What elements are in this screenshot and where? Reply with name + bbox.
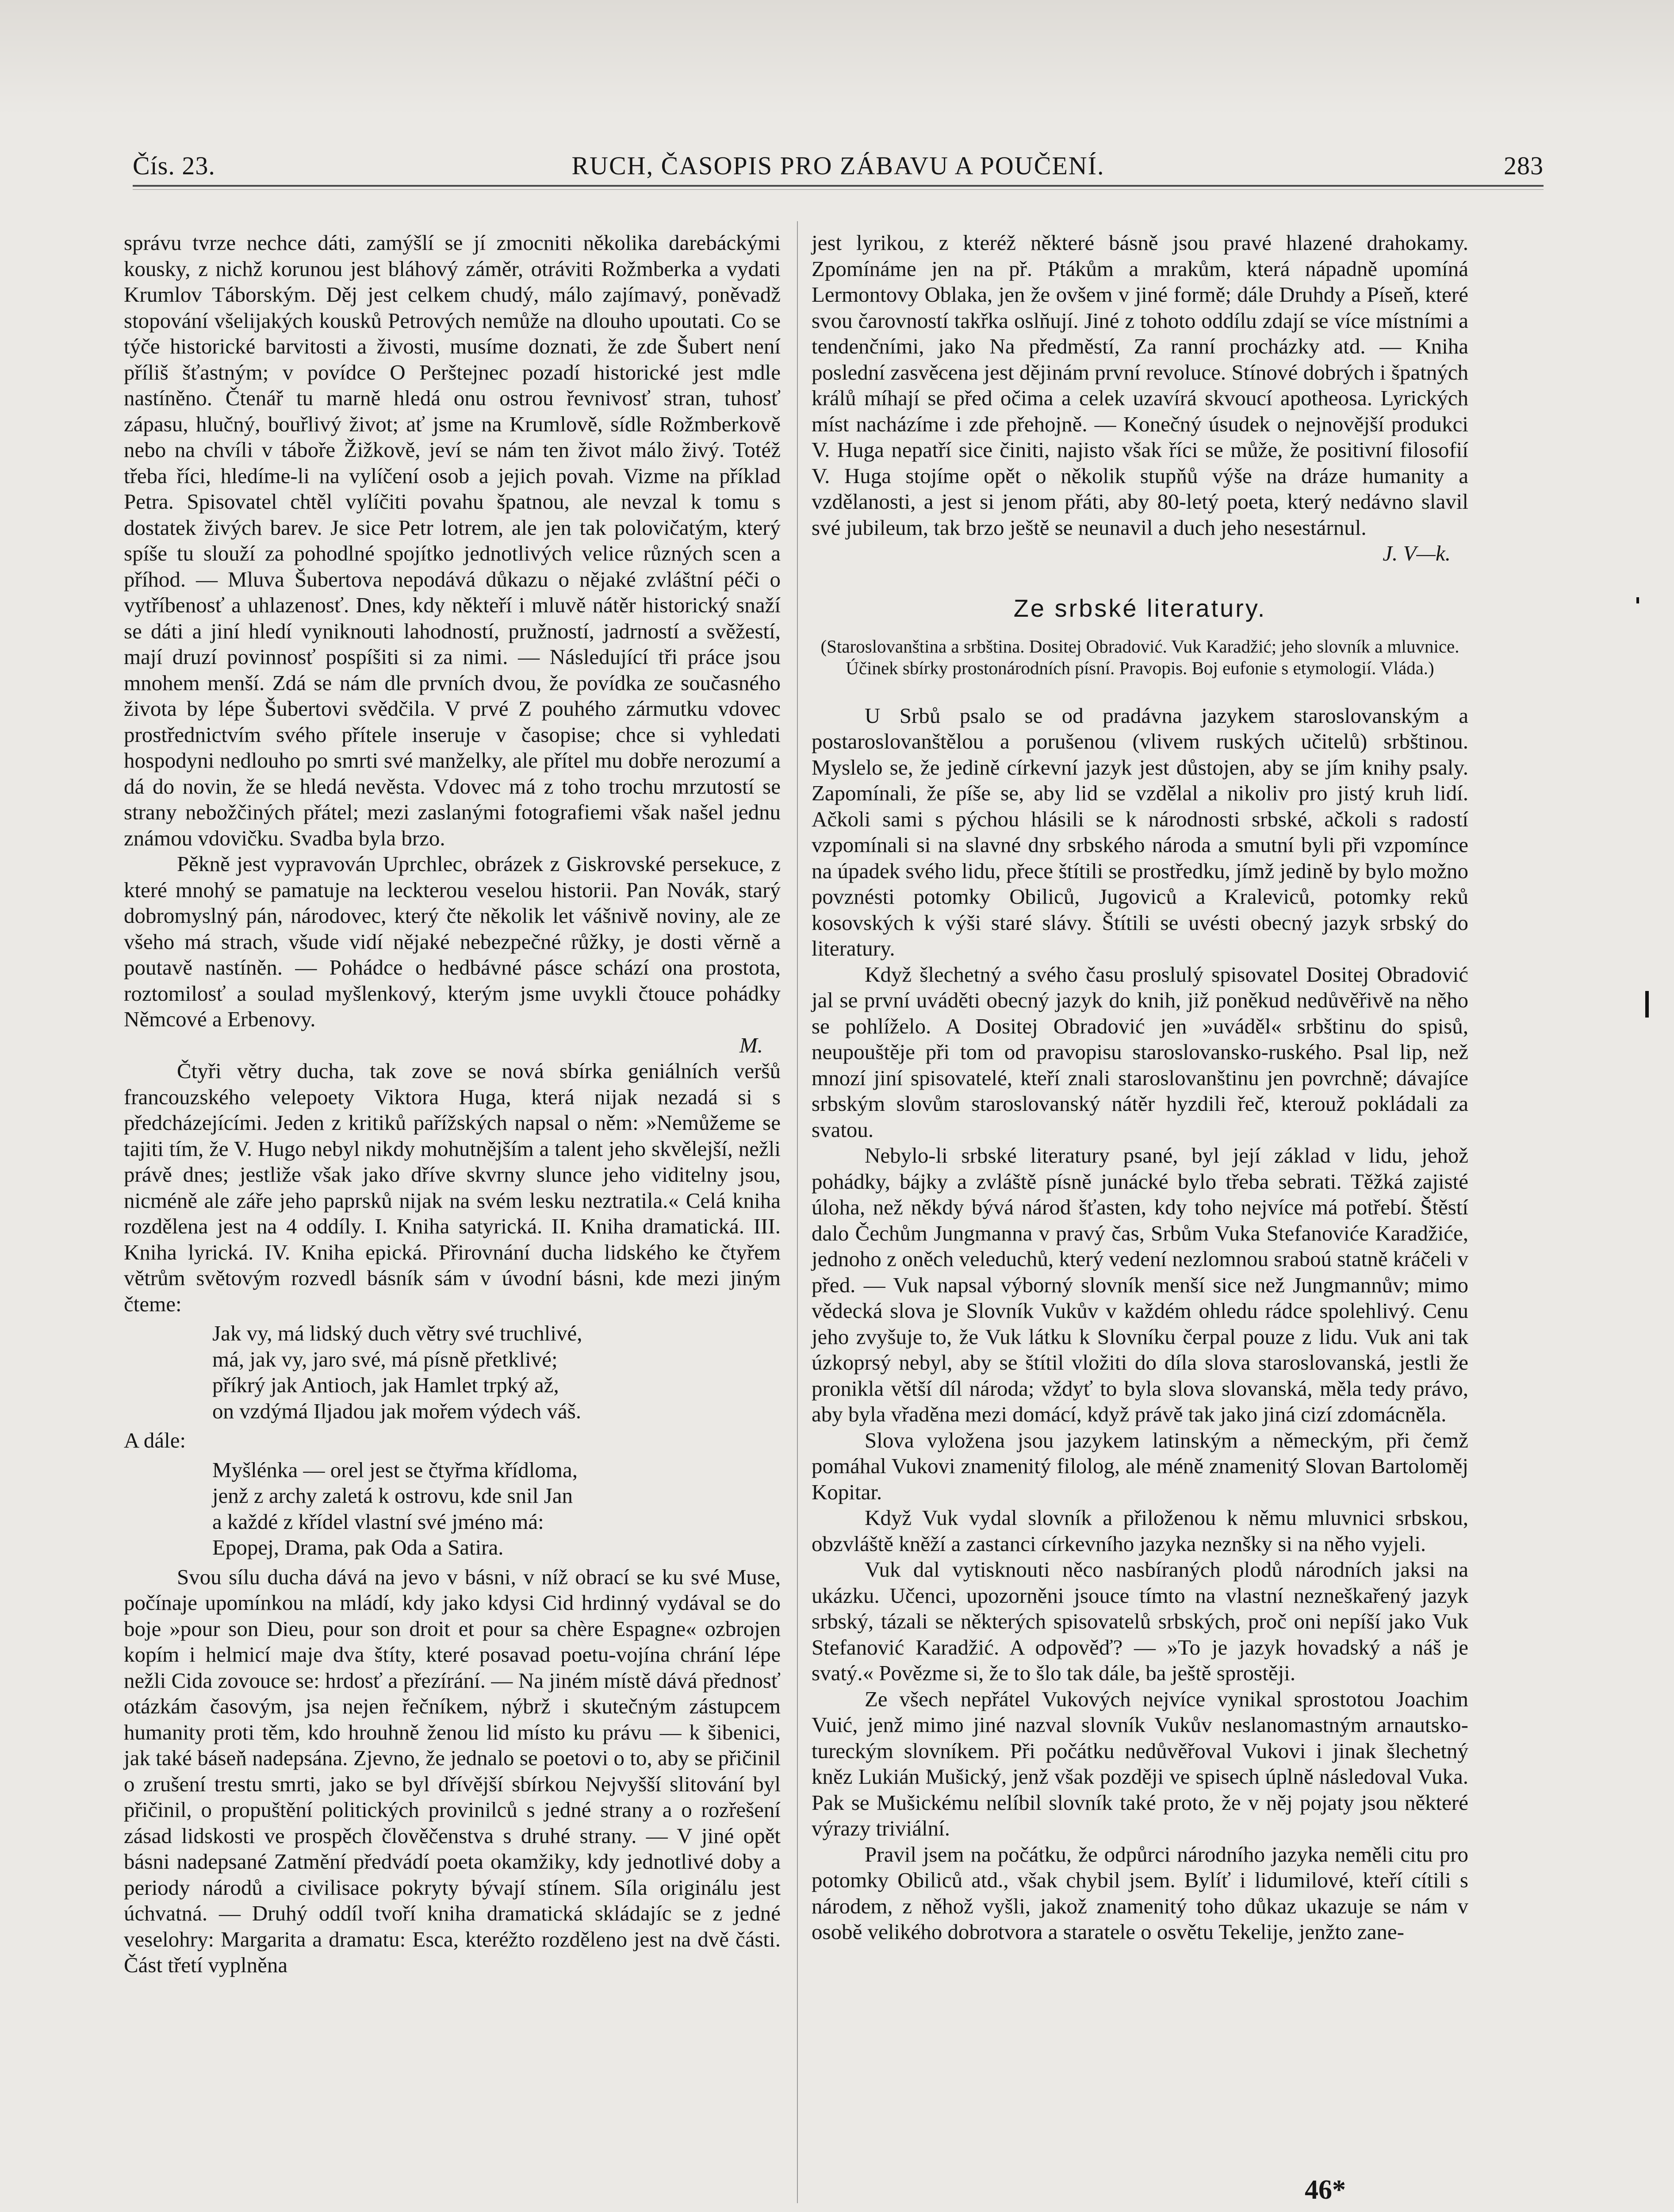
header-rule <box>133 185 1544 187</box>
poem-line: příkrý jak Antioch, jak Hamlet trpký až, <box>212 1373 559 1397</box>
review-hugo-intro: Čtyři větry ducha, tak zove se nová sbírka geniálních veršů francouzského velepoety Viktora Huga, která nijak nezadá si s předcházejícími. Jeden z kritiků pařížských napsal o něm: »Nemůžeme se tajiti tím, že V. Hugo nebyl nikdy mohutnějším a talent jeho skvělejší, nežli právě dnes; jestliže však jako dříve skvrny slunce jeho viditelny jsou, nicméně ale záře jeho paprsků nijak na svém lesku neztratila.« Celá kniha rozdělena jest na 4 oddíly. I. Kniha satyrická. II. Kniha dramatická. III. Kniha lyrická. IV. Kniha epická. Přirovnání ducha lidského ke čtyřem větrům světovým rozvedl básník sám v úvodní básni, kde mezi jiným čteme: <box>124 1059 781 1316</box>
review-uprchlec-paragraph <box>124 851 781 1058</box>
left-column <box>124 230 781 1978</box>
poem-line: jenž z archy zaletá k ostrovu, kde snil Jan <box>212 1483 573 1508</box>
poem-line: Epopej, Drama, pak Oda a Satira. <box>212 1535 504 1559</box>
serbian-paragraph: Když šlechetný a svého času proslulý spisovatel Dositej Obradović jal se první uváděti obecný jazyk do knih, již poněkud nedůvěřivě na něho se pohlíželo. A Dositej Obradović jen »uváděl« srbštinu do spisů, neupouštěje při tom od pravopisu staroslovansko-ruského. Psal lip, než mnozí jiní spisovatelé, kteří znali staroslovanštinu jen povrchně; dávajíce srbským slovům staroslovanský nátěr hyzdili řeč, kterouž pokládali za svatou. <box>812 962 1468 1142</box>
scan-speck <box>1645 991 1649 1018</box>
serbian-paragraph: Slova vyložena jsou jazykem latinským a německým, při čemž pomáhal Vukovi znamenitý filolog, ale méně znamenitý Slovan Bartoloměj Kopitar. <box>812 1428 1468 1504</box>
poem-line: on vzdýmá Iljadou jak mořem výdech váš. <box>212 1398 582 1423</box>
poem-quote-2 <box>212 1457 781 1561</box>
review-signature-m: M. <box>739 1033 763 1057</box>
right-column <box>812 230 1468 1945</box>
review-signature-jvk: J. V—k. <box>1383 541 1451 565</box>
page-number: 283 <box>1504 151 1544 180</box>
review-hugo-body: Svou sílu ducha dává na jevo v básni, v níž obrací se ku své Muse, počínaje upomínkou na mládí, kdy jako kdysi Cid hrdinný vydával se do boje »pour son Dieu, pour son droit et pour sa chère Espagne« ozbrojen kopím i helmicí maje dva štíty, které posavad poetu-vojína chrání lépe nežli Cida zovouce se: hrdosť a přezírání. — Na jiném místě dává přednosť otázkám časovým, jsa nejen řečníkem, nýbrž i skutečným zástupcem humanity proti těm, kdo hrouhně ženou lid místo ku právu — k šibenici, jak také báseň nadepsána. Zjevno, že jednalo se poetovi o to, aby se přičinil o zrušení trestu smrti, jako se byl dřívější sbírkou Nejvyšší slitování byl přičinil, o propuštění politických provinilců s jedné strany a o rozřešení zásad lidskosti ve prospěch člověčenstva s druhé strany. — V jiné opět básni nadepsané Zatmění předvádí poeta okamžiky, kdy jednotlivé doby a periody národů a civilisace pokryty bývají stínem. Síla originálu jest úchvatná. — Druhý oddíl tvoří kniha dramatická skládajíc se z jedné veselohry: Margarita a dramatu: Esca, kteréžto rozděleno jest na dvě části. Část třetí vyplněna <box>124 1564 781 1977</box>
issue-number: Čís. 23. <box>133 151 215 180</box>
section-subtitle: (Staroslovanština a srbština. Dositej Obradović. Vuk Karadžić; jeho slovník a mluvnice. Účinek sbírky prostonárodních písní. Pravopis. Boj eufonie s etymologií. Vláda.) <box>820 636 1459 678</box>
review-hugo-continued <box>812 230 1468 567</box>
signature-mark: 46* <box>1305 2175 1346 2205</box>
serbian-paragraph: Nebylo-li srbské literatury psané, byl její základ v lidu, jehož pohádky, bájky a zvláště písně junácké bylo třeba sebrati. Těžká zajisté úloha, než někdy bývá národ šťasten, kdy toho nejvíce má potřebí. Štěstí dalo Čechům Jungmanna v pravý čas, Srbům Vuka Stefanoviće Karadžiće, jednoho z oněch veleduchů, který vedení nezlomnou sraboú statně kráčeli v před. — Vuk napsal výborný slovník menší sice než Jungmannův; mimo vědecká slova je Slovník Vukův v každém ohledu rádce spolehlivý. Cenu jeho zvyšuje to, že Vuk látku k Slovníku čerpal pouze z lidu. Vuk ani tak úzkoprsý nebyl, aby se štítil vložiti do díla slova staroslovanská, jestli že pronikla větší díl národa; vždyť to byla slova slovanská, měla tedy právo, aby byla vřaděna mezi domácí, když právě tak jako jiná cizí zdomácněla. <box>812 1143 1468 1426</box>
serbian-paragraph: Ze všech nepřátel Vukových nejvíce vynikal sprostotou Joachim Vuić, jenž mimo jiné nazval slovník Vukův neslanomastným arnautsko-tureckým slovníkem. Při počátku nedůvěřoval Vukovi i jinak šlechetný kněz Lukián Mušický, jenž však později ve spisech úplně následoval Vuka. Pak se Mušickému nelíbil slovník také proto, že v něj pojaty jsou některé výrazy triviální. <box>812 1686 1468 1840</box>
poem-line: Myšlénka — orel jest se čtyřma křídloma, <box>212 1457 578 1482</box>
poem-line: má, jak vy, jaro své, má písně přetklivé; <box>212 1347 558 1371</box>
poem-line: a každé z křídel vlastní své jméno má: <box>212 1509 544 1534</box>
running-header <box>133 146 1544 186</box>
paragraph-text: Pěkně jest vypravován Uprchlec, obrázek z Giskrovské persekuce, z které mnohý se pamatuje na leckterou veselou historii. Pan Novák, starý dobromyslný pán, národovec, který čte několik let vášnivě noviny, ale ze všeho má strach, všude vidí nějaké nebezpečné růžky, je dosti věrně a poutavě nastíněn. — Pohádce o hedbávné pásce schází ona prostota, roztomilosť a soulad myšlenkový, kterým jsme uvykli čtouce pohádky Němcové a Erbenovy. <box>124 852 781 1031</box>
poem-quote-1 <box>212 1321 781 1424</box>
serbian-paragraph: Když Vuk vydal slovník a přiloženou k němu mluvnici srbskou, obzvláště kněží a zastanci církevního jazyka neznšky si na něho vyjeli. <box>812 1505 1468 1556</box>
scan-speck <box>1636 597 1639 603</box>
and-further-label: A dále: <box>124 1428 186 1452</box>
review-perstejnec-paragraph: správu tvrze nechce dáti, zamýšlí se jí zmocniti několika darebáckými kousky, z nichž korunou jest bláhový záměr, otráviti Rožmberka a vydati Krumlov Táborským. Děj jest celkem chudý, málo zajímavý, poněvadž stopování všelijakých kousků Petrových nemůže na dlouho upoutati. Co se týče historické barvitosti a živosti, musíme doznati, že zde Šubert není příliš šťastným; v povídce O Perštejnec pozadí historické jest mdle nastíněno. Čtenář tu marně hledá onu ostrou řevnivosť stran, tuhosť zápasu, hlučný, bouřlivý život; ať jsme na Krumlově, sídle Rožmberkově nebo na chvíli v táboře Žižkově, jeví se nám ten život málo živý. Totéž třeba říci, hledíme-li na vylíčení osob a jejich povah. Vizme na příklad Petra. Spisovatel chtěl vylíčiti povahu špatnou, ale nevzal k tomu s dostatek živých barev. Je sice Petr lotrem, ale jen tak polovičatým, který spíše tu slouží za pohodlné spojítko jednotlivých velice různých scen a příhod. — Mluva Šubertova nepodává důkazu o nějaké zvláštní péči o vytříbenosť a uhlazenosť. Dnes, kdy někteří i mluvě nátěr historický snaží se dáti a jiní hledí vyniknouti lahodností, pružností, jadrností a svěžestí, mají druzí povinnosť pospíšiti si za nimi. — Následující tři práce jsou mnohem menší. Zdá se nám dle prvních dvou, že povídka ze současného života by lépe Šubertovi svědčila. V prvé Z pouhého zármutku vdovec prostřednictvím svého přítele inseruje v časopise; chce si vyhledati hospodyni nedlouho po smrti své manželky, ale přítel mu dobře nerozumí a dá do novin, že se hledá nevěsta. Vdovec má z toho trochu mrzutostí se strany nebožčiných přátel; mezi zaslanými fotografiemi však našel jednu známou vdovičku. Svadba byla brzo. <box>124 230 781 850</box>
scan-shading <box>0 0 1674 115</box>
journal-title: RUCH, ČASOPIS PRO ZÁBAVU A POUČENÍ. <box>571 151 1105 180</box>
poem-line: Jak vy, má lidský duch větry své truchlivé, <box>212 1321 582 1345</box>
serbian-paragraph: Vuk dal vytisknouti něco nasbíraných plodů národních jaksi na ukázku. Učenci, upozorněni jsouce tímto na vlastní nezneškařený jazyk srbský, tázali se některých spisovatelů srbských, proč oni nepíší jako Vuk Stefanović Karadžić. A odpověď? — »To je jazyk hovadský a náš je svatý.« Povězme si, že to šlo tak dále, ba ještě sprostěji. <box>812 1557 1468 1685</box>
header-rule-thin <box>133 189 1544 190</box>
serbian-paragraph: Pravil jsem na počátku, že odpůrci národního jazyka neměli citu pro potomky Obiliců atd., však chybil jsem. Bylíť i lidumilové, kteří cítili s národem, z něhož vyšli, jakož znamenitý toho důkaz ukazuje se nám v osobě velikého dobrotvora a staratele o osvětu Tekelije, jenžto zane- <box>812 1842 1468 1944</box>
paragraph-text: jest lyrikou, z kteréž některé básně jsou pravé hlazené drahokamy. Zpomínáme jen na př. Ptákům a mrakům, která nápadně upomíná Lermontovy Oblaka, jen že ovšem v jiné formě; dále Druhdy a Píseň, které svou čarovností takřka oslňují. Jiné z tohoto oddílu zdají se více místními a tendenčními, jako Na předměstí, Za ranní procházky atd. — Kniha poslední zasvěcena jest dějinám první revoluce. Stínové dobrých i špatných králů míhají se před očima a celek uzavírá skvoucí apotheosa. Lyrických míst nacházíme i zde přehojně. — Konečný úsudek o nejnovější produkci V. Huga nepatří sice činiti, najisto však říci se může, že positivní filosofií V. Huga stojíme opět o několik stupňů výše na dráze humanity a vzdělanosti, a jest si jenom přáti, aby 80-letý poeta, který nedávno slavil své jubileum, tak brzo ještě se neunavil a duch jeho nesestárnul. <box>812 230 1468 540</box>
serbian-paragraph: U Srbů psalo se od pradávna jazykem staroslovanským a postaroslovanštělou a porušenou (vlivem ruských učitelů) srbštinou. Myslelo se, že jedině církevní jazyk jest důstojen, aby se jím knihy psaly. Zapomínali, že píše se, aby lid se vzdělal a nikoliv pro jistý kruh lidí. Ačkoli sami s pýchou hlásili se k národnosti srbské, ačkoli s radostí vzpomínali si na slavné dny srbského národa a smutní byli při vzpomínce na úpadek svého lidu, přece štítili se prostředku, jímž jedině by bylo možno povznésti potomky Obiliců, Jugoviců a Kraleviců, potomky reků kosovských k výši staré slávy. Štítili se uvésti obecný jazyk srbský do literatury. <box>812 703 1468 960</box>
section-heading: Ze srbské literatury. <box>1013 594 1267 622</box>
column-divider <box>797 221 798 2203</box>
